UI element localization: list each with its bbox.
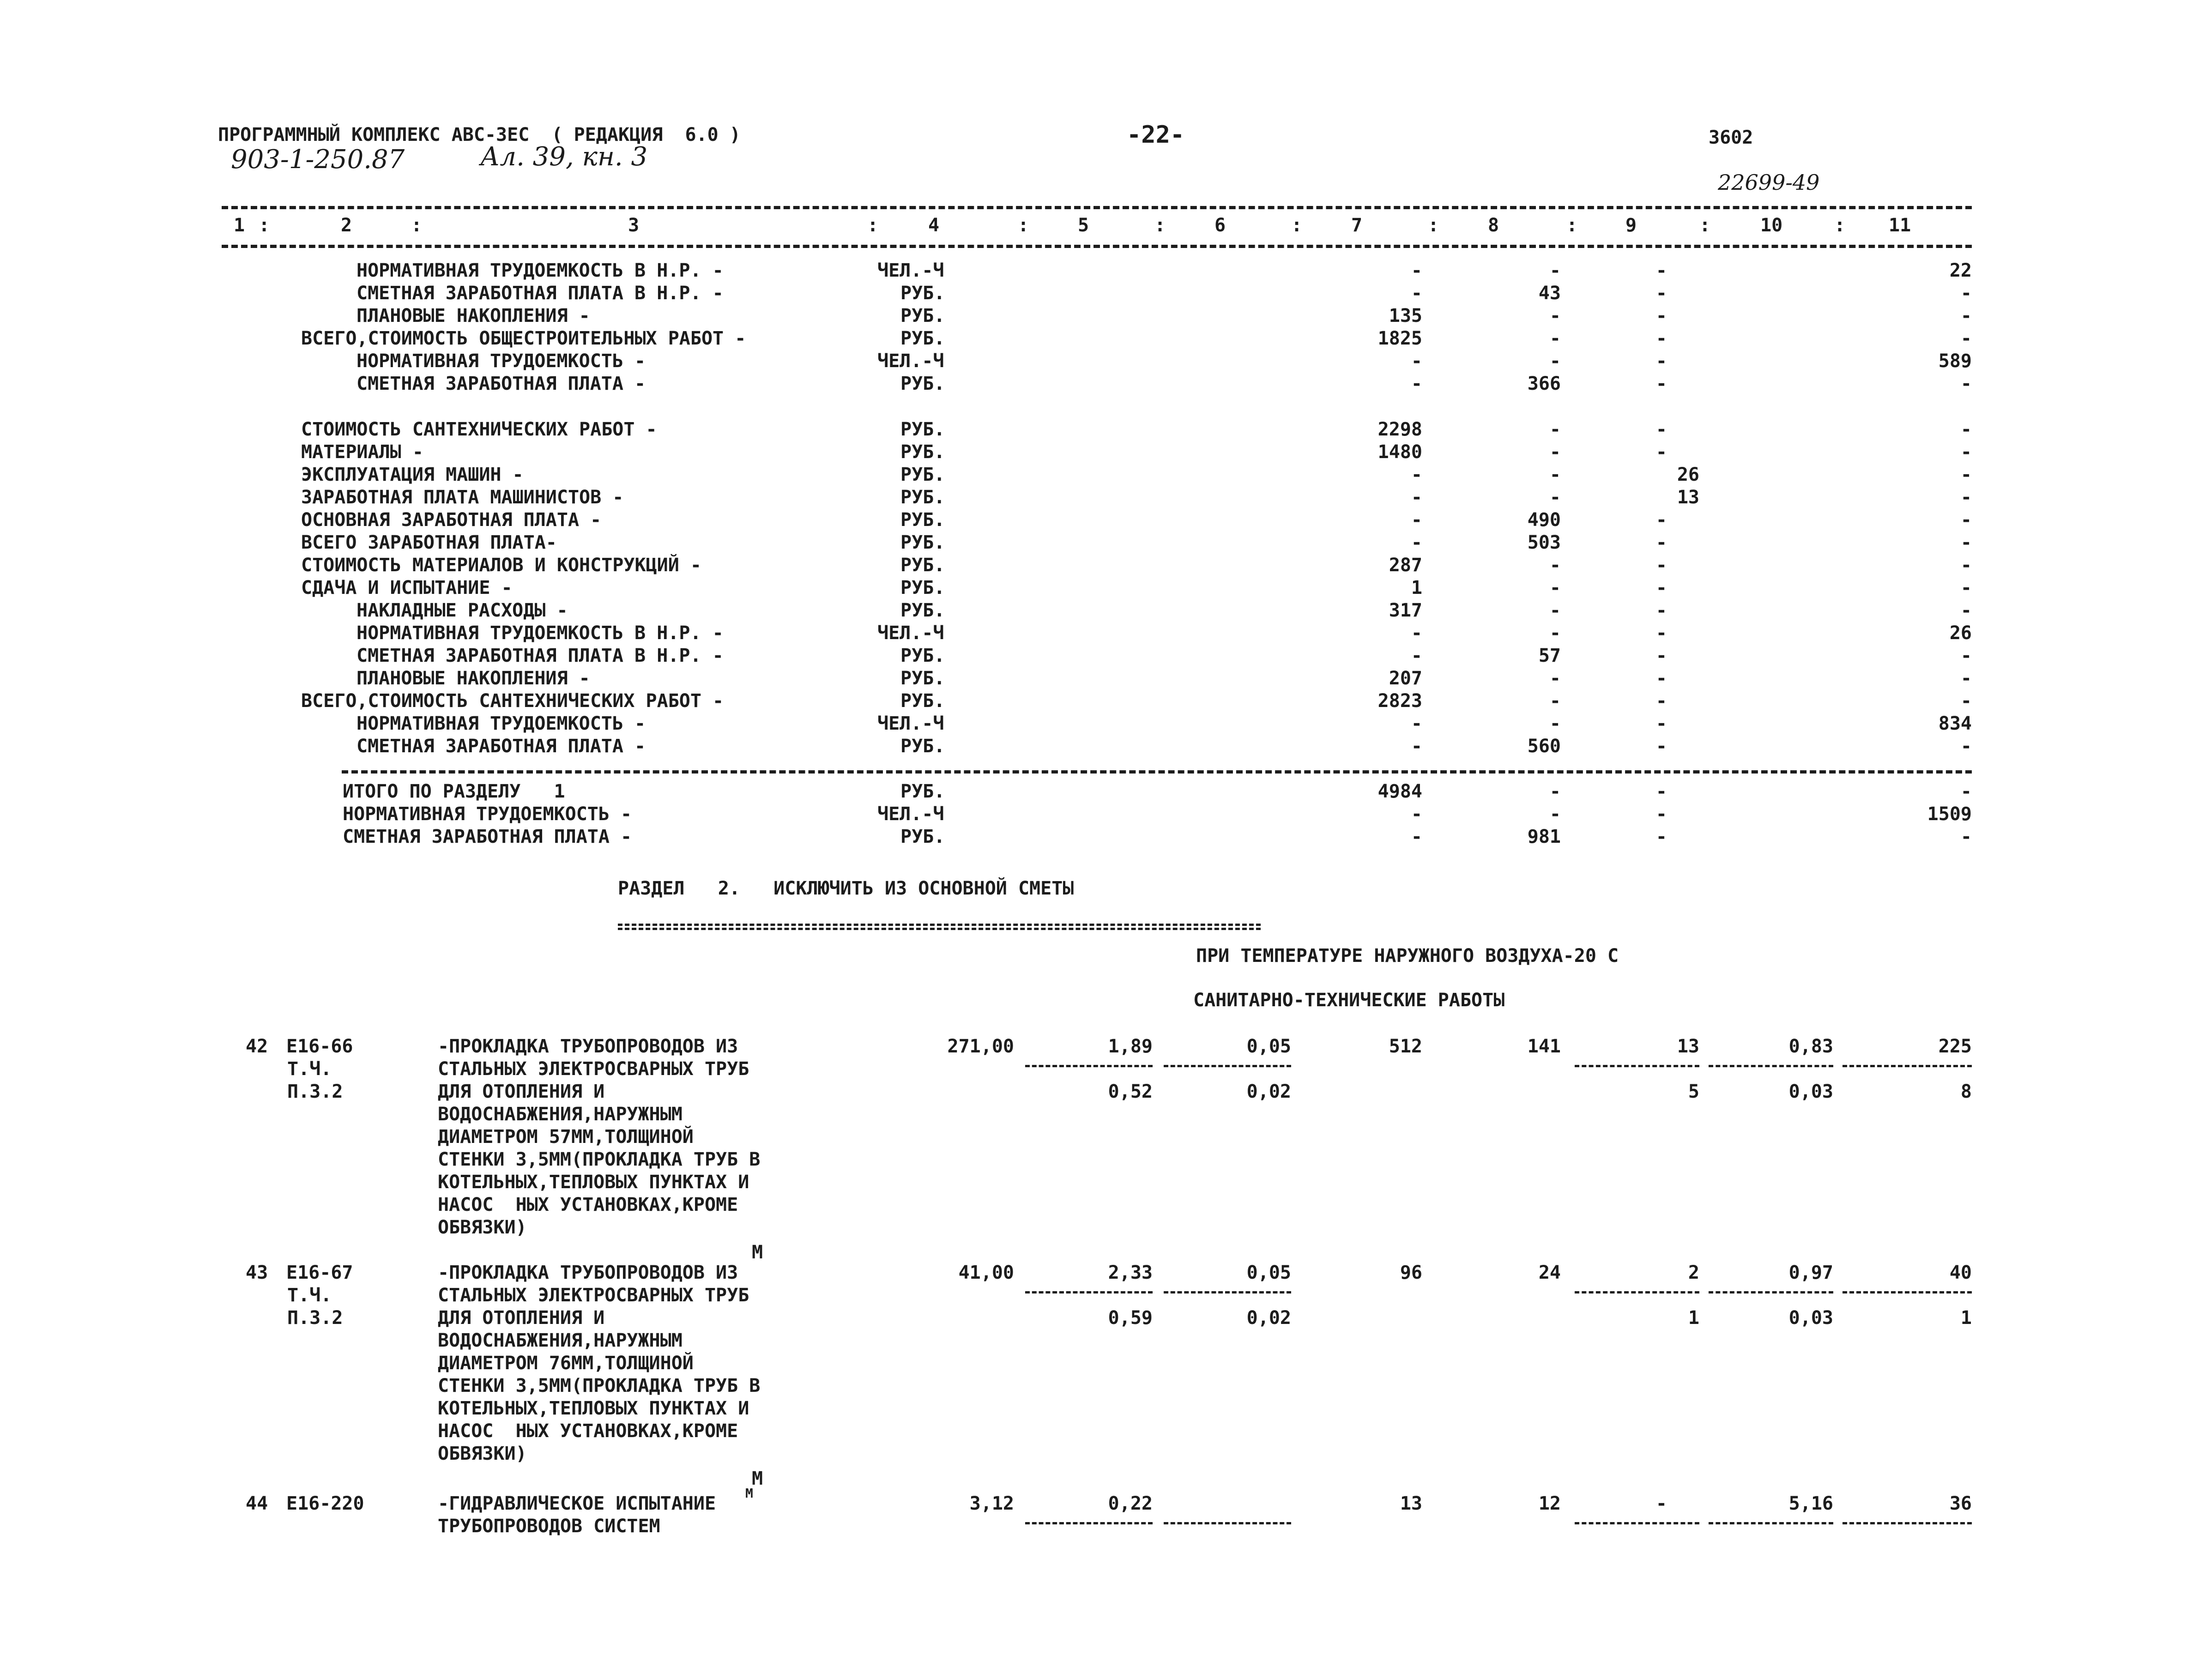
row-text: ВСЕГО,СТОИМОСТЬ САНТЕХНИЧЕСКИХ РАБОТ -: [301, 690, 724, 712]
row-unit: ЧЕЛ.-Ч: [877, 804, 944, 825]
item-ref: П.3.2: [287, 1307, 343, 1329]
row-unit: РУБ.: [900, 600, 945, 621]
row-text: НОРМАТИВНАЯ ТРУДОЕМКОСТЬ В Н.Р. -: [356, 622, 724, 644]
col9-value: -: [1655, 600, 1667, 621]
item-description-line: СТАЛЬНЫХ ЭЛЕКТРОСВАРНЫХ ТРУБ: [438, 1285, 749, 1306]
item-description-line: ТРУБОПРОВОДОВ СИСТЕМ: [438, 1516, 660, 1537]
col10-value: 5,16: [1788, 1493, 1833, 1514]
row-unit: РУБ.: [900, 668, 945, 689]
row-text: НОРМАТИВНАЯ ТРУДОЕМКОСТЬ -: [356, 351, 646, 372]
item-description-line: ОБВЯЗКИ): [438, 1217, 527, 1238]
handwritten-sheet: Ал. 39, кн. 3: [480, 142, 648, 172]
col11-value: -: [1960, 826, 1972, 847]
col8-value: -: [1549, 600, 1561, 621]
col6-sub-value: 0,02: [1246, 1081, 1291, 1102]
item-description-line: НАСОС НЫХ УСТАНОВКАХ,КРОМЕ: [438, 1194, 738, 1215]
page-number: -22-: [1127, 121, 1185, 149]
col11-value: -: [1960, 668, 1972, 689]
col11-value: 26: [1949, 622, 1972, 644]
column-separator: :: [1834, 215, 1846, 236]
unit-mark: М: [752, 1242, 763, 1263]
row-unit: РУБ.: [900, 373, 945, 394]
column-header: 7: [1351, 215, 1363, 236]
col9-value: 2: [1688, 1262, 1699, 1283]
col7-value: -: [1411, 736, 1422, 757]
col9-value: -: [1655, 826, 1667, 847]
row-text: ОСНОВНАЯ ЗАРАБОТНАЯ ПЛАТА -: [301, 509, 602, 531]
col8-value: 57: [1538, 645, 1561, 666]
col6-rule: [1164, 1065, 1291, 1067]
row-unit: РУБ.: [900, 645, 945, 666]
col8-value: -: [1549, 260, 1561, 281]
row-text: ПЛАНОВЫЕ НАКОПЛЕНИЯ -: [356, 305, 590, 326]
column-header: 9: [1625, 215, 1637, 236]
col8-value: -: [1549, 464, 1561, 485]
col7-value: -: [1411, 373, 1422, 394]
col9-value: 13: [1677, 1036, 1699, 1057]
col11-sub-value: 1: [1960, 1307, 1972, 1329]
col7-value: -: [1411, 283, 1422, 304]
program-header: ПРОГРАММНЫЙ КОМПЛЕКС АВС-3ЕС ( РЕДАКЦИЯ 6.0 ): [218, 124, 741, 145]
column-separator: :: [867, 215, 879, 236]
quantity: 3,12: [969, 1493, 1014, 1514]
row-unit: ЧЕЛ.-Ч: [877, 713, 944, 734]
item-description-line: КОТЕЛЬНЫХ,ТЕПЛОВЫХ ПУНКТАХ И: [438, 1172, 749, 1193]
col11-value: -: [1960, 487, 1972, 508]
col10-sub-value: 0,03: [1788, 1081, 1833, 1102]
col11-value: -: [1960, 419, 1972, 440]
row-unit: РУБ.: [900, 441, 945, 463]
col8-value: -: [1549, 690, 1561, 712]
col8-value: -: [1549, 419, 1561, 440]
column-separator: :: [411, 215, 423, 236]
col9-value: -: [1655, 555, 1667, 576]
col10-rule: [1709, 1291, 1833, 1293]
col11-value: 589: [1938, 351, 1972, 372]
row-unit: РУБ.: [900, 283, 945, 304]
col11-rule: [1843, 1522, 1972, 1524]
col7-value: -: [1411, 351, 1422, 372]
col9-value: -: [1655, 1493, 1667, 1514]
col8-value: 43: [1538, 283, 1561, 304]
row-text: СМЕТНАЯ ЗАРАБОТНАЯ ПЛАТА -: [356, 736, 646, 757]
col7-value: 207: [1389, 668, 1422, 689]
col9-value: -: [1655, 441, 1667, 463]
col7-value: 135: [1389, 305, 1422, 326]
col9-value: -: [1655, 645, 1667, 666]
col5-value: 0,22: [1108, 1493, 1153, 1514]
col11-value: -: [1960, 441, 1972, 463]
item-description-line: -ГИДРАВЛИЧЕСКОЕ ИСПЫТАНИЕ: [438, 1493, 716, 1514]
col8-value: -: [1549, 577, 1561, 598]
col9-sub-value: 5: [1688, 1081, 1699, 1102]
col5-sub-value: 0,59: [1108, 1307, 1153, 1329]
row-text: ВСЕГО,СТОИМОСТЬ ОБЩЕСТРОИТЕЛЬНЫХ РАБОТ -: [301, 328, 746, 349]
item-number: 42: [246, 1036, 268, 1057]
row-text: СТОИМОСТЬ САНТЕХНИЧЕСКИХ РАБОТ -: [301, 419, 657, 440]
col8-value: -: [1549, 351, 1561, 372]
col8-value: -: [1549, 668, 1561, 689]
col11-value: -: [1960, 600, 1972, 621]
col11-value: -: [1960, 305, 1972, 326]
column-header: 6: [1214, 215, 1226, 236]
quantity: 271,00: [947, 1036, 1014, 1057]
col7-value: -: [1411, 645, 1422, 666]
col7-value: -: [1411, 622, 1422, 644]
col9-value: -: [1655, 690, 1667, 712]
col9-sub-value: 1: [1688, 1307, 1699, 1329]
col7-value: 2823: [1377, 690, 1422, 712]
row-unit: РУБ.: [900, 532, 945, 553]
col8-value: -: [1549, 781, 1561, 802]
col9-rule: [1575, 1522, 1699, 1524]
row-text: ЭКСПЛУАТАЦИЯ МАШИН -: [301, 464, 524, 485]
col10-value: 0,97: [1788, 1262, 1833, 1283]
col6-sub-value: 0,02: [1246, 1307, 1291, 1329]
column-separator: :: [1018, 215, 1029, 236]
col11-sub-value: 8: [1960, 1081, 1972, 1102]
row-unit: РУБ.: [900, 328, 945, 349]
col9-value: -: [1655, 305, 1667, 326]
col9-value: -: [1655, 351, 1667, 372]
row-text: СТОИМОСТЬ МАТЕРИАЛОВ И КОНСТРУКЦИЙ -: [301, 555, 701, 576]
section2-double-rule: [618, 924, 1261, 930]
col5-value: 1,89: [1108, 1036, 1153, 1057]
row-unit: ЧЕЛ.-Ч: [877, 351, 944, 372]
col8-value: -: [1549, 487, 1561, 508]
unit-mark: М: [745, 1486, 753, 1501]
item-description-line: ВОДОСНАБЖЕНИЯ,НАРУЖНЫМ: [438, 1330, 683, 1351]
row-text: ПЛАНОВЫЕ НАКОПЛЕНИЯ -: [356, 668, 590, 689]
col11-rule: [1843, 1291, 1972, 1293]
row-text: НОРМАТИВНАЯ ТРУДОЕМКОСТЬ -: [356, 713, 646, 734]
item-ref: Т.Ч.: [287, 1058, 332, 1080]
col8-value: -: [1549, 555, 1561, 576]
row-unit: РУБ.: [900, 464, 945, 485]
column-separator: :: [1699, 215, 1711, 236]
row-unit: РУБ.: [900, 419, 945, 440]
col7-value: 13: [1400, 1493, 1422, 1514]
item-ref: П.3.2: [287, 1081, 343, 1102]
row-unit: ЧЕЛ.-Ч: [877, 260, 944, 281]
col9-value: -: [1655, 713, 1667, 734]
col8-value: -: [1549, 622, 1561, 644]
section2-condition: ПРИ ТЕМПЕРАТУРЕ НАРУЖНОГО ВОЗДУХА-20 С: [1196, 945, 1619, 967]
col9-value: -: [1655, 668, 1667, 689]
section2-title: РАЗДЕЛ 2. ИСКЛЮЧИТЬ ИЗ ОСНОВНОЙ СМЕТЫ: [618, 878, 1074, 899]
col9-value: -: [1655, 781, 1667, 802]
col11-value: 22: [1949, 260, 1972, 281]
column-header: 8: [1488, 215, 1499, 236]
col7-value: 1: [1411, 577, 1422, 598]
row-unit: РУБ.: [900, 509, 945, 531]
col9-value: -: [1655, 260, 1667, 281]
row-text: СМЕТНАЯ ЗАРАБОТНАЯ ПЛАТА -: [343, 826, 632, 847]
col11-value: -: [1960, 736, 1972, 757]
column-header: 10: [1760, 215, 1783, 236]
col9-value: -: [1655, 373, 1667, 394]
row-text: НОРМАТИВНАЯ ТРУДОЕМКОСТЬ -: [343, 804, 632, 825]
row-text: ЗАРАБОТНАЯ ПЛАТА МАШИНИСТОВ -: [301, 487, 624, 508]
col10-rule: [1709, 1065, 1833, 1067]
col7-value: -: [1411, 532, 1422, 553]
item-description-line: -ПРОКЛАДКА ТРУБОПРОВОДОВ ИЗ: [438, 1036, 738, 1057]
item-description-line: -ПРОКЛАДКА ТРУБОПРОВОДОВ ИЗ: [438, 1262, 738, 1283]
row-unit: ЧЕЛ.-Ч: [877, 622, 944, 644]
col9-value: -: [1655, 328, 1667, 349]
header-rule-bottom: [222, 245, 1972, 248]
col9-value: -: [1655, 736, 1667, 757]
item-description-line: СТАЛЬНЫХ ЭЛЕКТРОСВАРНЫХ ТРУБ: [438, 1058, 749, 1080]
col9-value: -: [1655, 509, 1667, 531]
col11-value: 40: [1949, 1262, 1972, 1283]
col11-value: -: [1960, 532, 1972, 553]
item-description-line: ВОДОСНАБЖЕНИЯ,НАРУЖНЫМ: [438, 1104, 683, 1125]
col7-value: -: [1411, 464, 1422, 485]
column-separator: :: [1291, 215, 1303, 236]
col6-value: 0,05: [1246, 1262, 1291, 1283]
col7-value: -: [1411, 509, 1422, 531]
item-description-line: ДЛЯ ОТОПЛЕНИЯ И: [438, 1307, 605, 1329]
row-unit: РУБ.: [900, 577, 945, 598]
col8-value: -: [1549, 713, 1561, 734]
col5-rule: [1025, 1065, 1153, 1067]
col7-value: -: [1411, 487, 1422, 508]
col10-rule: [1709, 1522, 1833, 1524]
col8-value: -: [1549, 441, 1561, 463]
col11-value: -: [1960, 555, 1972, 576]
row-unit: РУБ.: [900, 690, 945, 712]
col11-value: -: [1960, 509, 1972, 531]
col9-rule: [1575, 1291, 1699, 1293]
item-description-line: СТЕНКИ 3,5ММ(ПРОКЛАДКА ТРУБ В: [438, 1375, 761, 1396]
col5-value: 2,33: [1108, 1262, 1153, 1283]
col7-value: 96: [1400, 1262, 1422, 1283]
item-number: 43: [246, 1262, 268, 1283]
doc-code: 3602: [1709, 127, 1753, 148]
col7-value: 4984: [1377, 781, 1422, 802]
item-description-line: СТЕНКИ 3,5ММ(ПРОКЛАДКА ТРУБ В: [438, 1149, 761, 1170]
col8-value: 981: [1527, 826, 1561, 847]
col9-value: -: [1655, 577, 1667, 598]
column-header: 3: [628, 215, 640, 236]
column-separator: :: [1428, 215, 1439, 236]
col9-value: -: [1655, 622, 1667, 644]
item-description-line: ДИАМЕТРОМ 57ММ,ТОЛЩИНОЙ: [438, 1126, 694, 1148]
quantity: 41,00: [958, 1262, 1014, 1283]
col7-value: 287: [1389, 555, 1422, 576]
col9-value: -: [1655, 532, 1667, 553]
col9-value: -: [1655, 419, 1667, 440]
column-separator: :: [1154, 215, 1166, 236]
col8-value: 24: [1538, 1262, 1561, 1283]
col7-value: -: [1411, 804, 1422, 825]
handwritten-number: 22699-49: [1718, 170, 1820, 195]
col8-value: 490: [1527, 509, 1561, 531]
col11-value: -: [1960, 373, 1972, 394]
col8-value: 503: [1527, 532, 1561, 553]
row-text: СМЕТНАЯ ЗАРАБОТНАЯ ПЛАТА В Н.Р. -: [356, 283, 724, 304]
col11-value: -: [1960, 781, 1972, 802]
col7-value: 2298: [1377, 419, 1422, 440]
col7-value: -: [1411, 260, 1422, 281]
row-text: МАТЕРИАЛЫ -: [301, 441, 423, 463]
col11-value: 1509: [1927, 804, 1972, 825]
col5-rule: [1025, 1522, 1153, 1524]
col8-value: -: [1549, 305, 1561, 326]
totals-separator: [342, 770, 1972, 774]
col11-value: -: [1960, 283, 1972, 304]
row-unit: РУБ.: [900, 736, 945, 757]
column-header: 2: [341, 215, 352, 236]
col8-value: 12: [1538, 1493, 1561, 1514]
col9-rule: [1575, 1065, 1699, 1067]
item-ref: Т.Ч.: [287, 1285, 332, 1306]
col7-value: 512: [1389, 1036, 1422, 1057]
row-unit: РУБ.: [900, 826, 945, 847]
col6-value: 0,05: [1246, 1036, 1291, 1057]
col8-value: 366: [1527, 373, 1561, 394]
row-unit: РУБ.: [900, 487, 945, 508]
col6-rule: [1164, 1291, 1291, 1293]
col5-rule: [1025, 1291, 1153, 1293]
col8-value: -: [1549, 804, 1561, 825]
col9-value: 26: [1677, 464, 1699, 485]
item-description-line: НАСОС НЫХ УСТАНОВКАХ,КРОМЕ: [438, 1420, 738, 1442]
row-unit: РУБ.: [900, 781, 945, 802]
col11-value: -: [1960, 328, 1972, 349]
item-description-line: ДИАМЕТРОМ 76ММ,ТОЛЩИНОЙ: [438, 1353, 694, 1374]
item-code: Е16-66: [286, 1036, 353, 1057]
col7-value: -: [1411, 713, 1422, 734]
column-header: 11: [1889, 215, 1911, 236]
row-text: НОРМАТИВНАЯ ТРУДОЕМКОСТЬ В Н.Р. -: [356, 260, 724, 281]
item-code: Е16-67: [286, 1262, 353, 1283]
col7-value: -: [1411, 826, 1422, 847]
item-description-line: КОТЕЛЬНЫХ,ТЕПЛОВЫХ ПУНКТАХ И: [438, 1398, 749, 1419]
col8-value: 141: [1527, 1036, 1561, 1057]
row-text: СМЕТНАЯ ЗАРАБОТНАЯ ПЛАТА В Н.Р. -: [356, 645, 724, 666]
col11-value: 834: [1938, 713, 1972, 734]
col7-value: 1825: [1377, 328, 1422, 349]
row-text: СМЕТНАЯ ЗАРАБОТНАЯ ПЛАТА -: [356, 373, 646, 394]
col9-value: -: [1655, 804, 1667, 825]
row-text: ВСЕГО ЗАРАБОТНАЯ ПЛАТА-: [301, 532, 557, 553]
column-header: 4: [928, 215, 940, 236]
col7-value: 317: [1389, 600, 1422, 621]
col11-rule: [1843, 1065, 1972, 1067]
col9-value: 13: [1677, 487, 1699, 508]
row-unit: РУБ.: [900, 555, 945, 576]
col11-value: -: [1960, 645, 1972, 666]
item-description-line: ОБВЯЗКИ): [438, 1443, 527, 1464]
col8-value: -: [1549, 328, 1561, 349]
handwritten-reference: 903-1-250.87: [231, 145, 405, 175]
col9-value: -: [1655, 283, 1667, 304]
col11-value: 225: [1938, 1036, 1972, 1057]
row-text: НАКЛАДНЫЕ РАСХОДЫ -: [356, 600, 568, 621]
col7-value: 1480: [1377, 441, 1422, 463]
item-description-line: ДЛЯ ОТОПЛЕНИЯ И: [438, 1081, 605, 1102]
item-number: 44: [246, 1493, 268, 1514]
col11-value: -: [1960, 464, 1972, 485]
row-text: ИТОГО ПО РАЗДЕЛУ 1: [343, 781, 565, 802]
col11-value: -: [1960, 577, 1972, 598]
col6-rule: [1164, 1522, 1291, 1524]
col5-sub-value: 0,52: [1108, 1081, 1153, 1102]
row-text: СДАЧА И ИСПЫТАНИЕ -: [301, 577, 513, 598]
column-separator: :: [1566, 215, 1578, 236]
col11-value: -: [1960, 690, 1972, 712]
col10-value: 0,83: [1788, 1036, 1833, 1057]
col11-value: 36: [1949, 1493, 1972, 1514]
col10-sub-value: 0,03: [1788, 1307, 1833, 1329]
header-rule-top: [222, 206, 1972, 209]
column-header: 5: [1078, 215, 1089, 236]
column-separator: :: [259, 215, 270, 236]
unit-mark: М: [752, 1468, 763, 1489]
section2-work-type: САНИТАРНО-ТЕХНИЧЕСКИЕ РАБОТЫ: [1193, 990, 1505, 1011]
column-header: 1: [234, 215, 245, 236]
item-code: Е16-220: [286, 1493, 364, 1514]
col8-value: 560: [1527, 736, 1561, 757]
row-unit: РУБ.: [900, 305, 945, 326]
